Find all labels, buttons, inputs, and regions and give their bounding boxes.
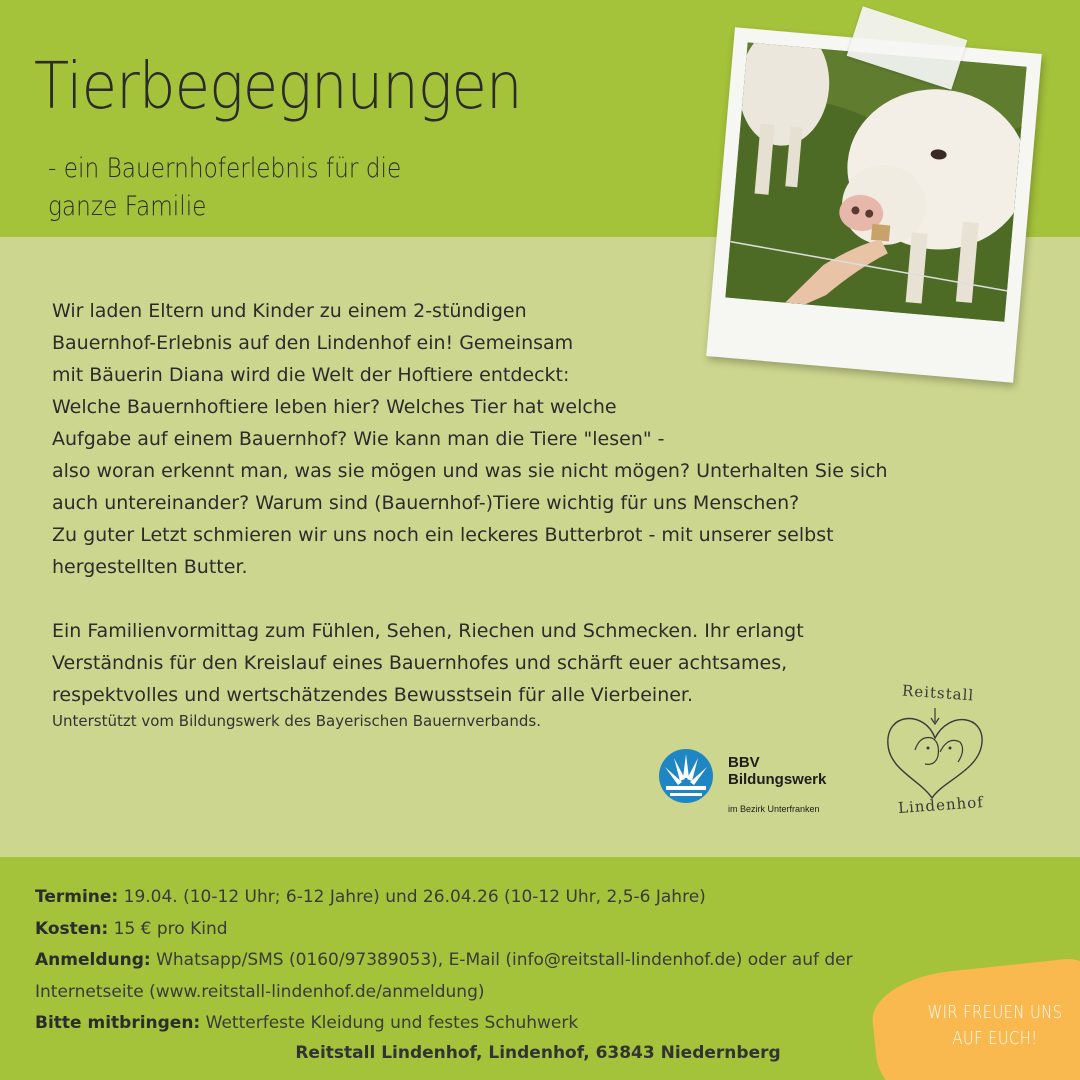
info-anmeldung: Anmeldung: Whatsapp/SMS (0160/97389053), E-Mail (info@reitstall-lindenhof.de) oder auf der bbox=[35, 950, 853, 970]
bbv-name: BBV Bildungswerk bbox=[728, 754, 827, 788]
cow-photo-illustration bbox=[725, 42, 1026, 321]
page-subtitle: - ein Bauernhoferlebnis für die ganze Familie bbox=[48, 153, 402, 222]
description-paragraph-2: Ein Familienvormittag zum Fühlen, Sehen, Riechen und Schmecken. Ihr erlangt Verständnis für den Kreislauf eines Bauernhofes und schärft euer achtsames, respektvolles und wertschätzendes Bewusstsein für alle Vierbeiner. bbox=[52, 620, 804, 706]
paragraph-gap bbox=[52, 583, 952, 615]
support-note: Unterstützt vom Bildungswerk des Bayerischen Bauernverbands. bbox=[52, 712, 541, 730]
bbv-emblem-icon bbox=[656, 748, 720, 804]
info-mitbringen: Bitte mitbringen: Wetterfeste Kleidung und festes Schuhwerk bbox=[35, 1013, 579, 1033]
info-termine: Termine: 19.04. (10-12 Uhr; 6-12 Jahre) und 26.04.26 (10-12 Uhr, 2,5-6 Jahre) bbox=[35, 887, 706, 907]
bbv-logo bbox=[656, 748, 856, 818]
reitstall-logo bbox=[880, 680, 990, 830]
description-paragraph-1: Wir laden Eltern und Kinder zu einem 2-stündigen Bauernhof-Erlebnis auf den Lindenhof ein! Gemeinsam mit Bäuerin Diana wird die Welt der Hoftiere entdeckt: Welche Bauernhoftiere leben hier? Welches Tier hat welche Aufgabe auf einem Bauernhof? Wie kann man die Tiere "lesen" - also woran erkennt man, was sie mögen und was sie nicht mögen? Unterhalten Sie sich auch untereinander? Warum sind (Bauernhof-)Tiere wichtig für uns Menschen? Zu guter Letzt schmieren wir uns noch ein leckeres Butterbrot - mit unserer selbst hergestellten Butter. bbox=[52, 300, 888, 578]
description bbox=[52, 295, 952, 711]
reitstall-logo-bottom: Lindenhof bbox=[897, 793, 985, 817]
cow-photo bbox=[725, 42, 1026, 321]
bbv-subtitle: im Bezirk Unterfranken bbox=[728, 804, 820, 814]
info-anmeldung-cont: Internetseite (www.reitstall-lindenhof.de/anmeldung) bbox=[35, 981, 485, 1002]
event-info bbox=[35, 882, 895, 1040]
footer-address: Reitstall Lindenhof, Lindenhof, 63843 Niedernberg bbox=[295, 1043, 781, 1063]
info-kosten: Kosten: 15 € pro Kind bbox=[35, 918, 228, 939]
reitstall-logo-top: Reitstall bbox=[901, 681, 975, 705]
greeting-badge-text: WIR FREUEN UNS AUF EUCH! bbox=[927, 1002, 1063, 1049]
page-title: Tierbegegnungen bbox=[34, 50, 522, 124]
